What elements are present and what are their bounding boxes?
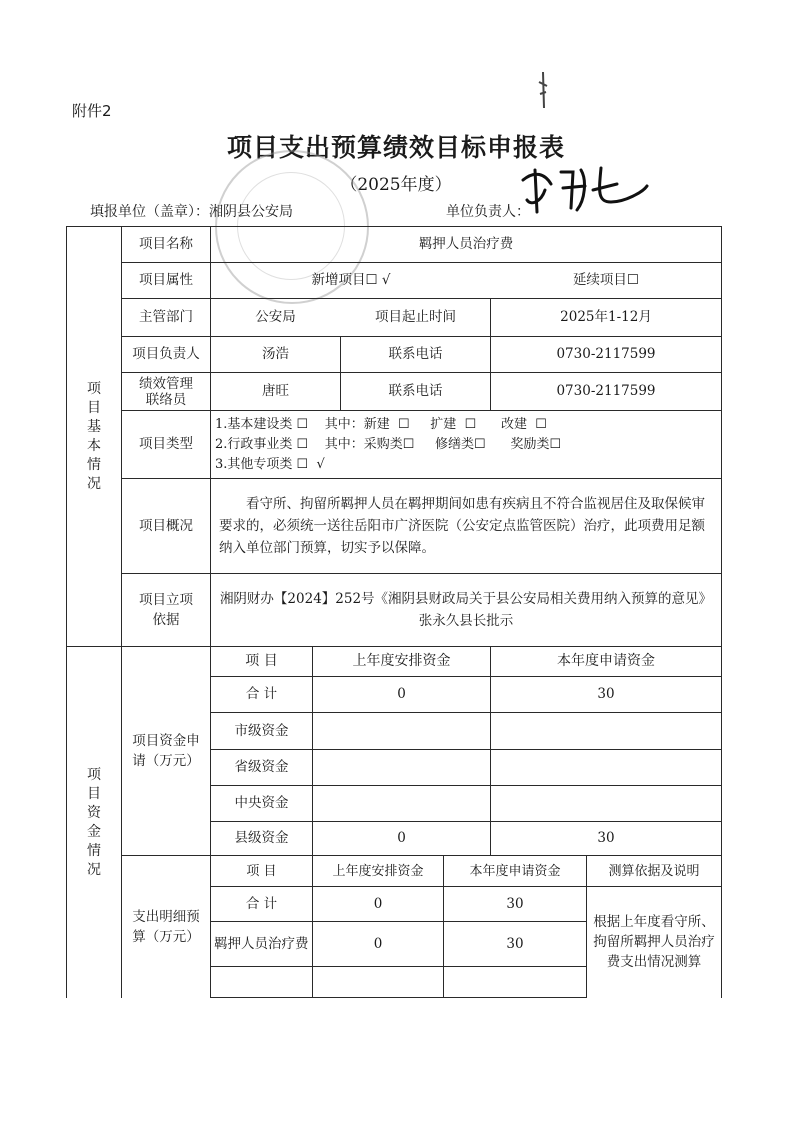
project-name-label: 项目名称 (139, 236, 193, 252)
overview-label: 项目概况 (139, 517, 193, 534)
detail-budget-label: 支出明细预算（万元） (132, 909, 200, 945)
fund-row-prev: 0 (397, 686, 406, 702)
budget-form-table (66, 226, 722, 998)
project-type-options (211, 411, 721, 478)
fund-row-curr (491, 713, 721, 749)
fill-unit: 填报单位（盖章）：湘阴县公安局 (90, 204, 293, 220)
leader-phone-label: 联系电话 (388, 346, 443, 362)
fund-row-prev (313, 750, 490, 785)
fund-row-prev: 0 (397, 830, 406, 846)
fund-row-label: 县级资金 (234, 830, 289, 846)
basis-text: 湘阴财办【2024】252号《湘阴县财政局关于县公安局相关费用纳入预算的意见》 张永久县长批示 (219, 591, 713, 629)
section-char: 目 (87, 399, 101, 416)
detail-col-curr: 本年度申请资金 (469, 863, 561, 879)
perf-label-line: 联络员 (145, 391, 187, 408)
fund-col-curr: 本年度申请资金 (557, 653, 655, 669)
leader-value: 汤浩 (262, 346, 289, 362)
detail-item-prev: 0 (373, 935, 383, 952)
perf-phone-label: 联系电话 (388, 383, 443, 399)
detail-item-label: 羁押人员治疗费 (214, 935, 309, 952)
perf-phone: 0730-2117599 (556, 383, 656, 399)
project-name-value: 羁押人员治疗费 (418, 236, 514, 252)
fund-row-label: 市级资金 (234, 722, 289, 739)
fund-row-curr (491, 786, 721, 821)
section-char: 情 (87, 456, 101, 473)
leader-phone: 0730-2117599 (556, 346, 656, 362)
fund-row-label: 省级资金 (234, 759, 289, 775)
section-char: 金 (87, 823, 101, 840)
fund-row-curr: 30 (597, 686, 615, 702)
handwritten-signature (515, 150, 655, 220)
section-basic-info (67, 227, 121, 646)
section-char: 资 (87, 804, 101, 821)
detail-total-prev: 0 (373, 895, 383, 912)
section-funds (67, 647, 121, 998)
detail-item-curr: 30 (506, 935, 524, 952)
fund-row-curr: 30 (597, 830, 615, 846)
fund-col-item: 项 目 (245, 653, 278, 669)
project-attr-label: 项目属性 (139, 272, 193, 288)
overview-text: 看守所、拘留所羁押人员在羁押期间如患有疾病且不符合监视居住及取保候审要求的，必须统一送往岳阳市广济医院（公安定点监管医院）治疗，此项费用足额纳入单位部门预算，切实予以保障。 (219, 496, 705, 556)
unit-leader-label: 单位负责人： (446, 204, 530, 220)
page-subtitle-year: （2025年度） (340, 175, 452, 195)
fund-col-prev: 上年度安排资金 (352, 653, 451, 669)
page-title: 项目支出预算绩效目标申报表 (226, 133, 565, 162)
dept-value: 公安局 (255, 309, 296, 325)
type-line: 2.行政事业类 ☐ 其中：采购类☐ 修缮类☐ 奖励类☐ (215, 436, 562, 452)
period-value: 2025年1-12月 (560, 309, 652, 325)
fund-row-label: 中央资金 (234, 795, 289, 811)
fund-row-label: 合 计 (245, 686, 278, 702)
perf-contact-value: 唐旺 (262, 383, 289, 399)
detail-col-prev: 上年度安排资金 (332, 863, 424, 879)
ink-mark (535, 70, 551, 110)
period-label: 项目起止时间 (375, 309, 456, 325)
perf-contact-label (122, 373, 210, 410)
basis-label-line: 依据 (152, 612, 180, 628)
section-char: 况 (87, 861, 101, 878)
detail-total-label: 合 计 (245, 895, 278, 912)
basis-label (122, 574, 210, 646)
fund-row-curr (491, 750, 721, 785)
attachment-label: 附件2 (72, 102, 112, 120)
section-char: 目 (87, 785, 101, 802)
detail-col-item: 项 目 (246, 863, 277, 879)
detail-total-curr: 30 (506, 895, 524, 912)
section-char: 项 (87, 380, 101, 397)
dept-label: 主管部门 (139, 309, 193, 325)
section-char: 基 (87, 418, 101, 435)
project-attr-new: 新增项目☐ √ (311, 272, 391, 288)
project-attr-continue: 延续项目☐ (572, 272, 640, 288)
fund-apply-label: 项目资金申请（万元） (132, 733, 200, 769)
fund-row-prev (313, 786, 490, 821)
section-char: 项 (87, 766, 101, 783)
leader-label: 项目负责人 (132, 346, 200, 362)
section-char: 本 (87, 437, 101, 454)
type-line: 3.其他专项类 ☐ √ (215, 456, 325, 472)
fund-row-prev (313, 713, 490, 749)
perf-label-line: 绩效管理 (139, 375, 193, 392)
section-char: 情 (87, 842, 101, 859)
type-line: 1.基本建设类 ☐ 其中：新建 ☐ 扩建 ☐ 改建 ☐ (215, 416, 547, 432)
section-char: 况 (87, 475, 101, 492)
detail-note: 根据上年度看守所、拘留所羁押人员治疗费支出情况测算 (593, 914, 715, 970)
basis-label-line: 项目立项 (139, 592, 193, 608)
project-type-label: 项目类型 (139, 436, 193, 452)
detail-col-note: 测算依据及说明 (608, 863, 700, 879)
